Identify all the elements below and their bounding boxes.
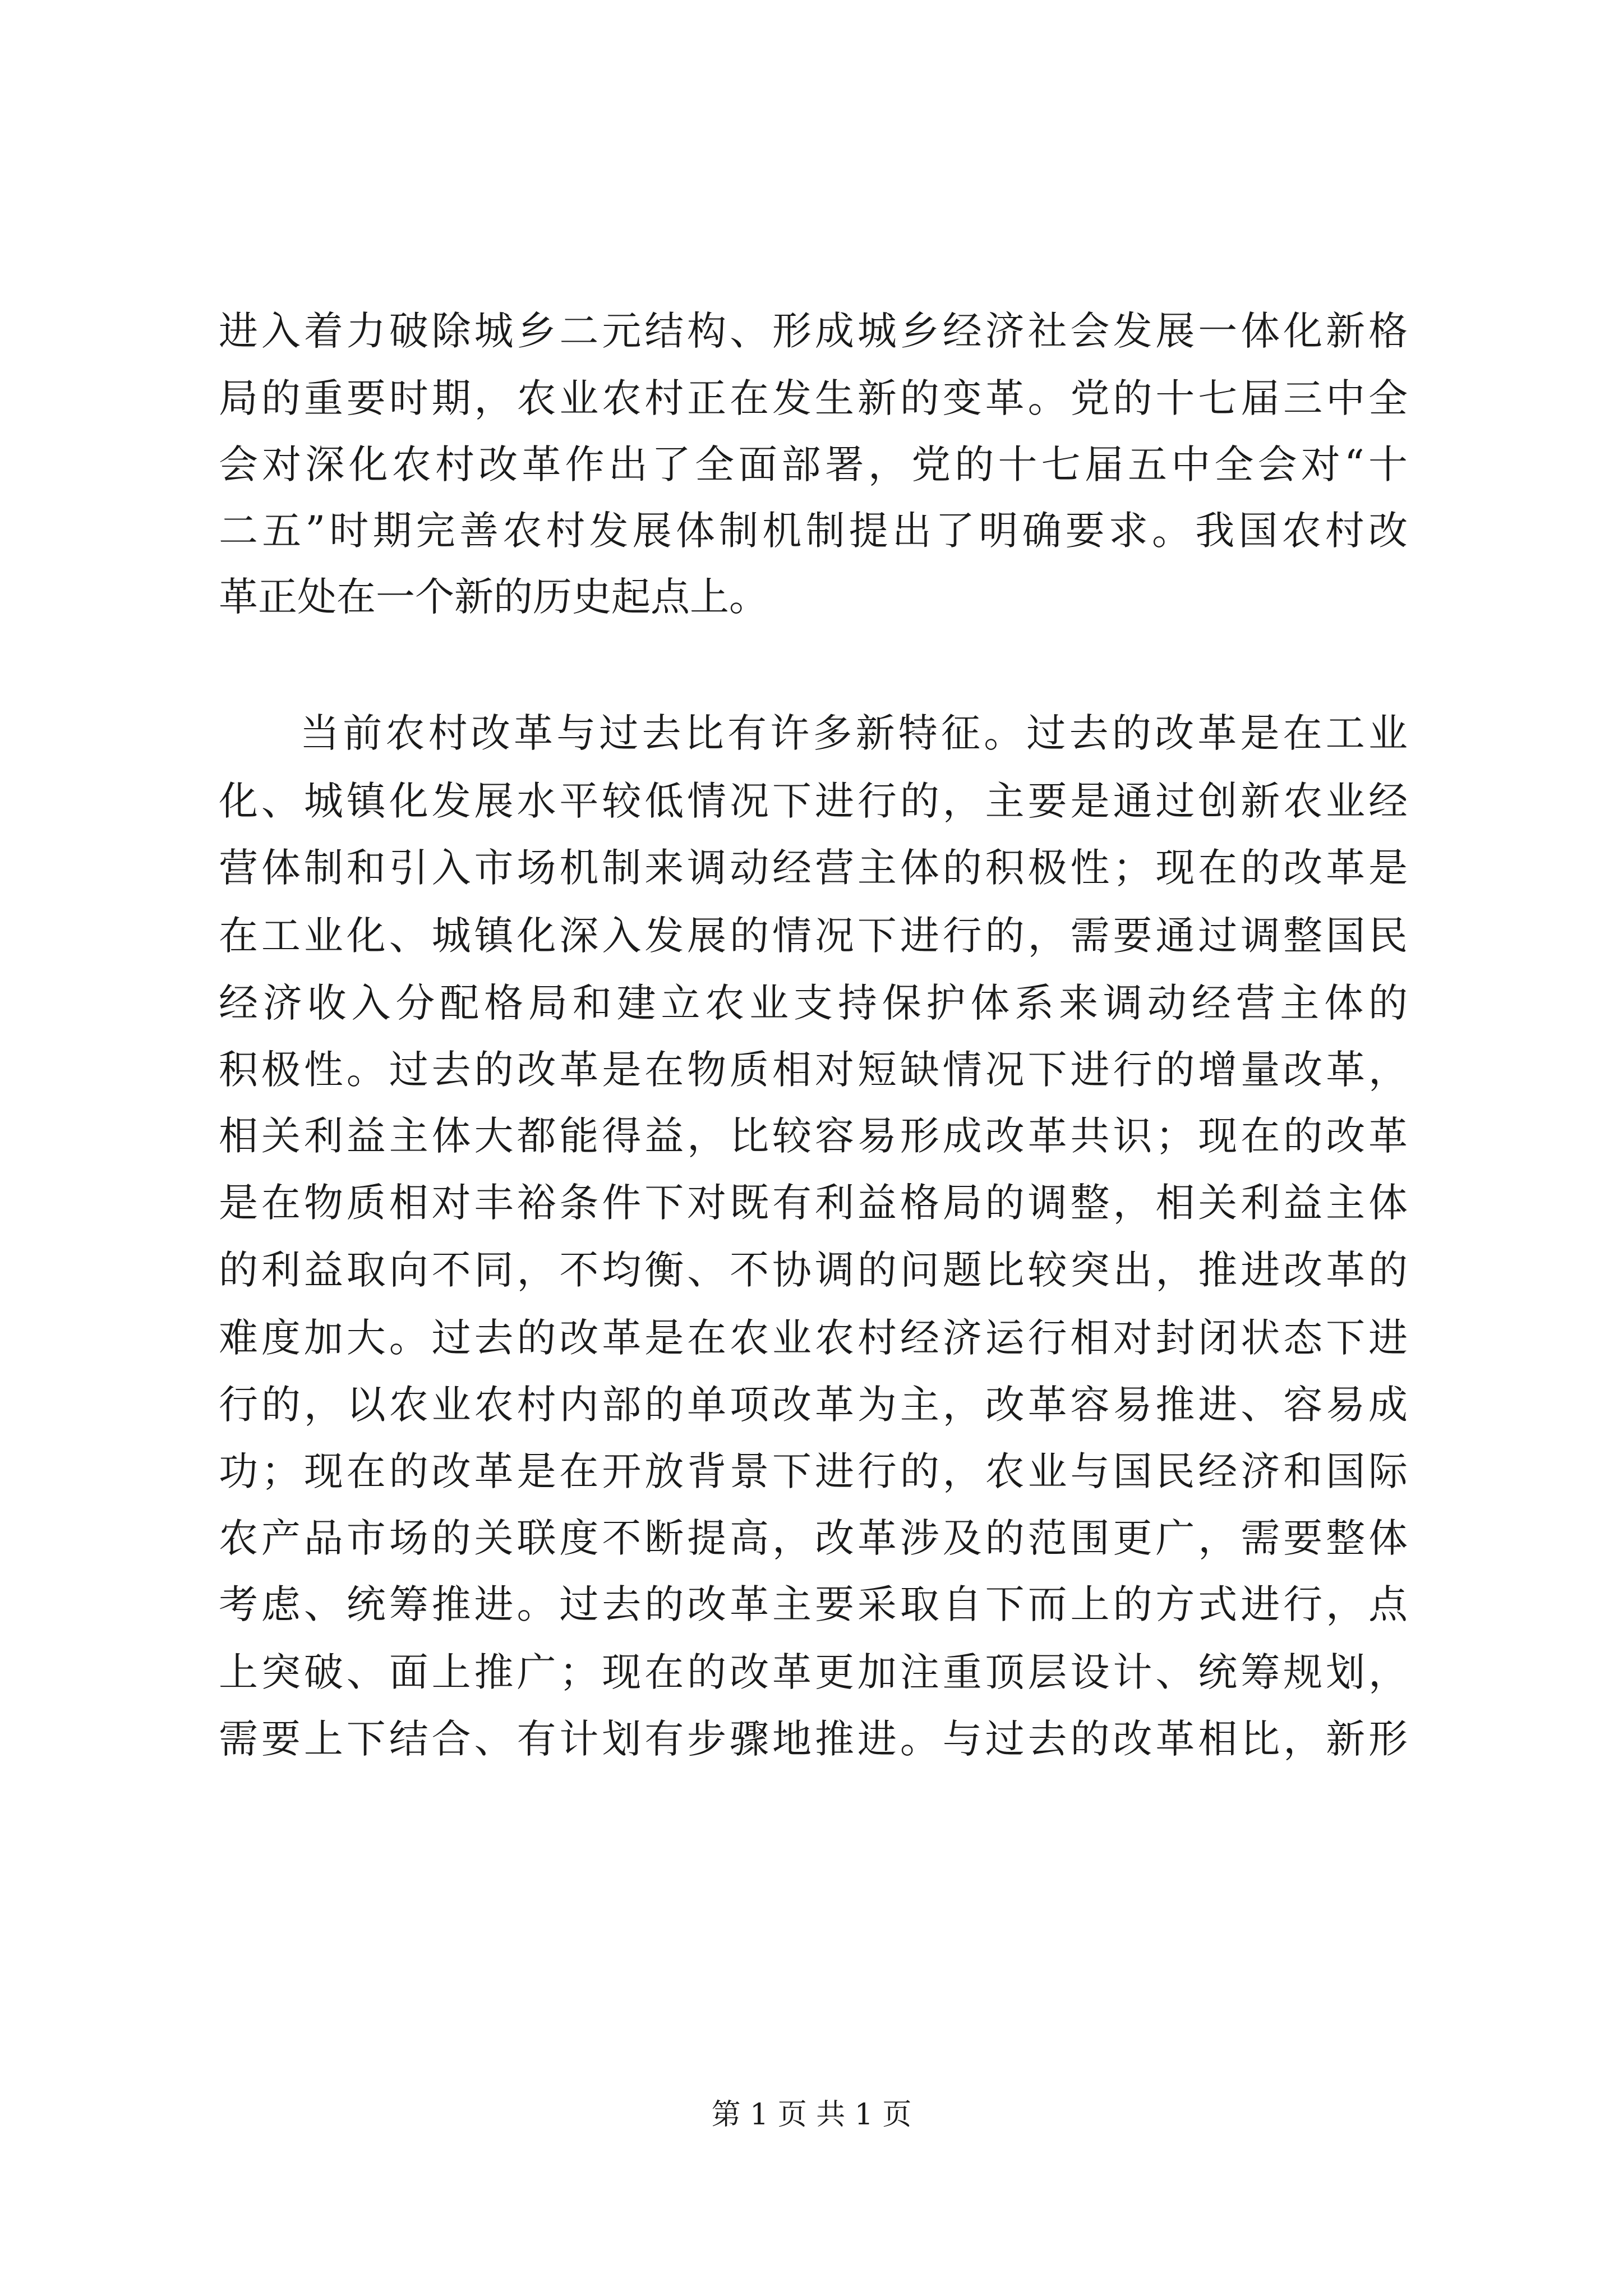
text-line: 经济收入分配格局和建立农业支持保护体系来调动经营主体的 [219, 980, 1408, 1026]
page-footer: 第 1 页 共 1 页 [711, 2098, 912, 2132]
text-line: 二五”时期完善农村发展体制机制提出了明确要求。我国农村改 [219, 508, 1408, 554]
text-line: 会对深化农村改革作出了全面部署，党的十七届五中全会对“十 [219, 441, 1408, 487]
text-line: 相关利益主体大都能得益，比较容易形成改革共识；现在的改革 [219, 1113, 1408, 1159]
text-line: 积极性。过去的改革是在物质相对短缺情况下进行的增量改革， [219, 1047, 1408, 1093]
text-line: 革正处在一个新的历史起点上。 [219, 574, 768, 620]
text-line: 的利益取向不同，不均衡、不协调的问题比较突出，推进改革的 [219, 1247, 1408, 1293]
text-line: 局的重要时期，农业农村正在发生新的变革。党的十七届三中全 [219, 375, 1408, 421]
text-line: 功；现在的改革是在开放背景下进行的，农业与国民经济和国际 [219, 1448, 1408, 1494]
text-line: 上突破、面上推广；现在的改革更加注重顶层设计、统筹规划， [219, 1649, 1408, 1695]
text-line: 进入着力破除城乡二元结构、形成城乡经济社会发展一体化新格 [219, 308, 1408, 354]
text-line: 农产品市场的关联度不断提高，改革涉及的范围更广，需要整体 [219, 1515, 1408, 1561]
text-line: 考虑、统筹推进。过去的改革主要采取自下而上的方式进行，点 [219, 1581, 1408, 1627]
text-line: 需要上下结合、有计划有步骤地推进。与过去的改革相比，新形 [219, 1716, 1408, 1762]
text-line: 化、城镇化发展水平较低情况下进行的，主要是通过创新农业经 [219, 778, 1408, 824]
paragraph-first-line: 当前农村改革与过去比有许多新特征。过去的改革是在工业 [300, 710, 1408, 756]
text-line: 难度加大。过去的改革是在农业农村经济运行相对封闭状态下进 [219, 1315, 1408, 1361]
text-line: 是在物质相对丰裕条件下对既有利益格局的调整，相关利益主体 [219, 1180, 1408, 1226]
text-line: 在工业化、城镇化深入发展的情况下进行的，需要通过调整国民 [219, 913, 1408, 959]
text-line: 营体制和引入市场机制来调动经营主体的积极性；现在的改革是 [219, 845, 1408, 891]
text-line: 行的，以农业农村内部的单项改革为主，改革容易推进、容易成 [219, 1382, 1408, 1428]
